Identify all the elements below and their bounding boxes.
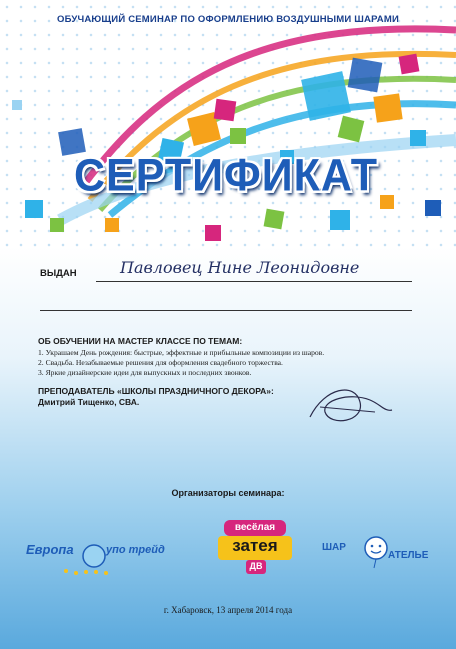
deco-square	[25, 200, 43, 218]
zateya-logo	[218, 518, 292, 580]
course-item: 1. Украшаем День рождения: быстрые, эффектные и прибыльные композиции из шаров.	[38, 348, 325, 357]
organizers-heading: Организаторы семинара:	[171, 488, 285, 498]
deco-square	[425, 200, 441, 216]
europa-logo-right: упо трейд	[106, 544, 165, 556]
deco-square	[50, 218, 64, 232]
europa-logo	[26, 538, 165, 578]
shar-atelie-logo-left: ШАР	[322, 542, 346, 553]
course-item: 3. Яркие дизайнерские идеи для выпускных и последних звонков.	[38, 368, 252, 377]
deco-square	[12, 100, 22, 110]
name-underline-second	[40, 310, 412, 311]
course-heading: ОБ ОБУЧЕНИИ НА МАСТЕР КЛАССЕ ПО ТЕМАМ:	[38, 336, 243, 346]
deco-square	[410, 130, 426, 146]
deco-square	[264, 209, 285, 230]
shar-atelie-logo	[322, 528, 432, 574]
europa-logo-left: Европа	[26, 542, 74, 557]
issued-label: ВЫДАН	[40, 268, 77, 279]
name-underline	[96, 281, 412, 282]
place-date: г. Хабаровск, 13 апреля 2014 года	[163, 605, 293, 615]
deco-square	[230, 128, 246, 144]
issued-name-handwritten: Павловец Нине Леонидовне	[120, 258, 360, 277]
deco-square	[373, 93, 402, 122]
course-item: 2. Свадьба. Незабываемые решения для оформления свадебного торжества.	[38, 358, 283, 367]
seminar-title: ОБУЧАЮЩИЙ СЕМИНАР ПО ОФОРМЛЕНИЮ ВОЗДУШНЫМИ ШАРАМИ	[57, 14, 399, 25]
deco-square	[301, 71, 351, 121]
deco-square	[338, 116, 365, 143]
deco-square	[330, 210, 350, 230]
teacher-name: Дмитрий Тищенко, СВА.	[38, 397, 140, 407]
zateya-logo-main: затея	[232, 536, 278, 555]
zateya-logo-top: весёлая	[234, 522, 276, 533]
deco-square	[214, 99, 237, 122]
zateya-logo-sub: ДВ	[249, 561, 263, 571]
shar-atelie-logo-right: АТЕЛЬЕ	[388, 550, 429, 561]
certificate-title: СЕРТИФИКАТ	[73, 150, 379, 202]
deco-square	[205, 225, 221, 241]
deco-square	[399, 54, 420, 75]
signature-icon	[300, 382, 400, 432]
deco-square	[105, 218, 119, 232]
teacher-heading: ПРЕПОДАВАТЕЛЬ «ШКОЛЫ ПРАЗДНИЧНОГО ДЕКОРА»:	[38, 386, 274, 396]
decorative-artwork	[0, 0, 456, 260]
deco-square	[348, 58, 383, 93]
